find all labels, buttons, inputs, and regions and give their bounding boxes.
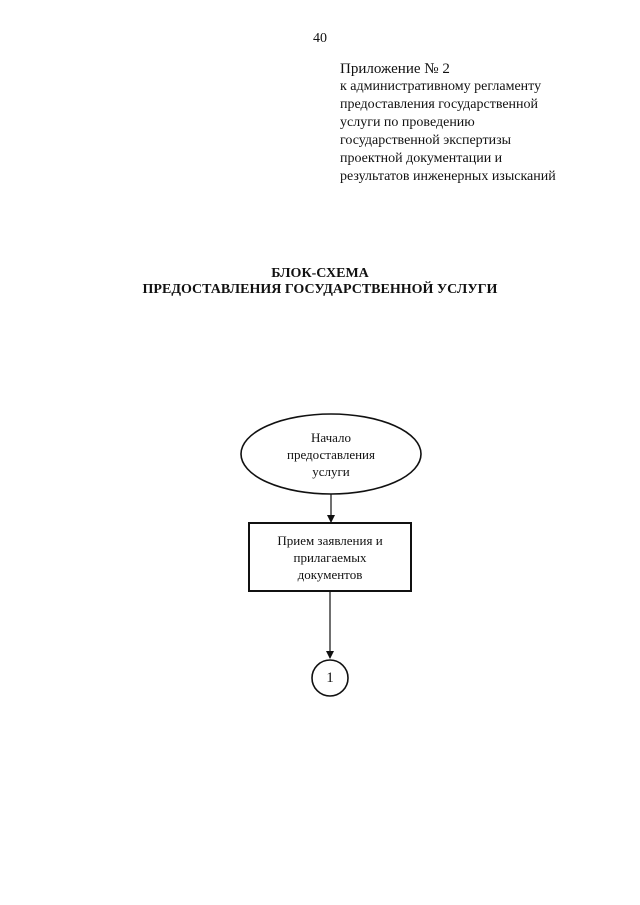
title-line-2: ПРЕДОСТАВЛЕНИЯ ГОСУДАРСТВЕННОЙ УСЛУГИ (142, 282, 498, 297)
step1-label (251, 525, 409, 589)
title-line-1: БЛОК-СХЕМА (271, 266, 369, 281)
appendix-line: проектной документации и (340, 151, 503, 166)
step1-label-line: документов (297, 566, 363, 582)
appendix-line: Приложение № 2 (340, 61, 450, 77)
appendix-line: услуги по проведению (340, 115, 475, 130)
step1-label-line: Прием заявления и (277, 532, 383, 548)
appendix-line: результатов инженерных изысканий (340, 169, 556, 184)
page-number: 40 (313, 31, 327, 46)
appendix-line: к административному регламенту (340, 79, 542, 94)
start-label (251, 425, 411, 483)
step1-label-line: прилагаемых (293, 549, 367, 565)
appendix-line: предоставления государственной (340, 97, 539, 112)
connector-number: 1 (326, 669, 334, 686)
start-label-line: предоставления (287, 446, 375, 462)
start-label-line: Начало (310, 429, 352, 445)
appendix-line: государственной экспертизы (340, 133, 512, 148)
start-label-line: услуги (312, 463, 350, 479)
connector-label (312, 660, 348, 696)
